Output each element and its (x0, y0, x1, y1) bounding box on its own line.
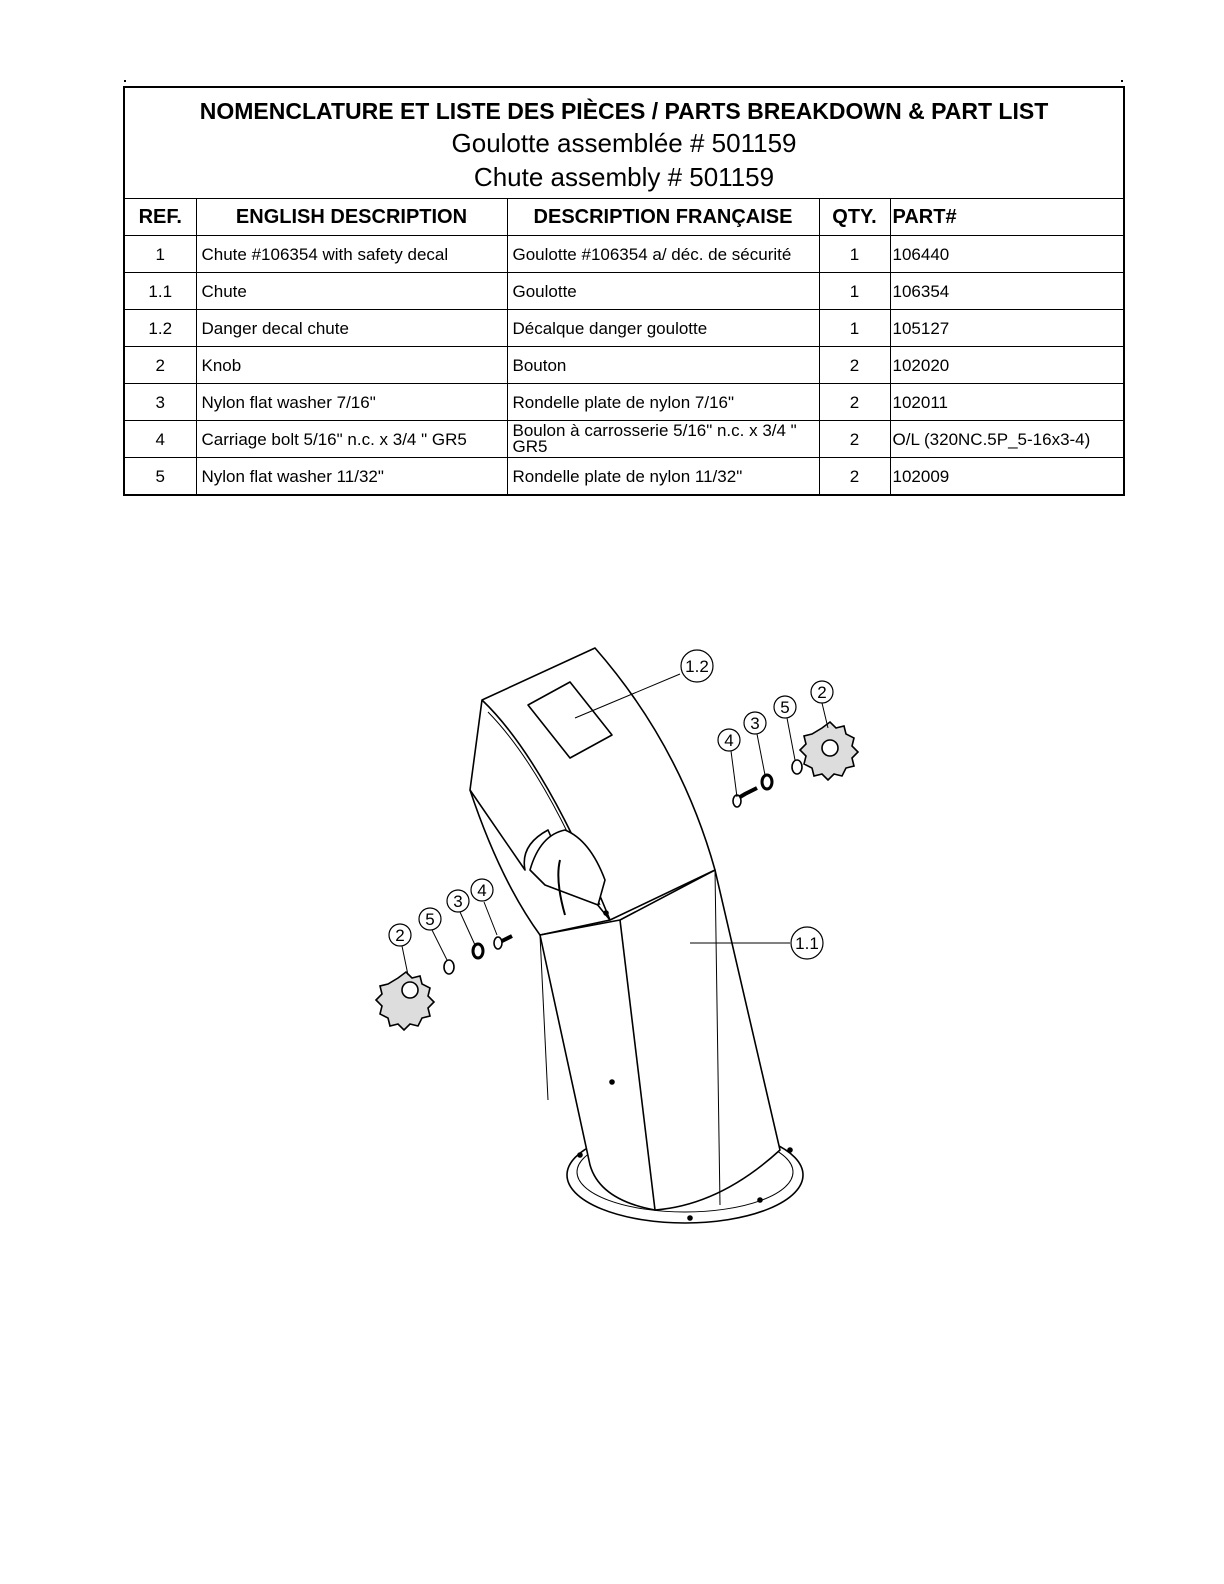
cell-english: Nylon flat washer 11/32" (196, 458, 507, 496)
cell-english: Carriage bolt 5/16" n.c. x 3/4 " GR5 (196, 421, 507, 458)
cell-part: 102009 (890, 458, 1124, 496)
title-block (124, 87, 1124, 199)
cell-french: Décalque danger goulotte (507, 310, 819, 347)
callout-knob-left: 2 (395, 926, 405, 945)
callout-washer-1132-left: 5 (425, 910, 435, 929)
cell-french: Boulon à carrosserie 5/16" n.c. x 3/4 " GR5 (507, 421, 819, 458)
cell-qty: 2 (819, 421, 890, 458)
washer-1132-right (792, 760, 802, 774)
parts-table (123, 86, 1125, 496)
corner-mark-left (124, 80, 126, 82)
cell-ref: 5 (124, 458, 196, 496)
table-row (124, 384, 1124, 421)
knob-left (376, 972, 434, 1030)
cell-qty: 1 (819, 236, 890, 273)
cell-qty: 2 (819, 347, 890, 384)
cell-qty: 2 (819, 458, 890, 496)
cell-english: Chute #106354 with safety decal (196, 236, 507, 273)
cell-french: Rondelle plate de nylon 11/32" (507, 458, 819, 496)
cell-french: Goulotte (507, 273, 819, 310)
cell-qty: 1 (819, 310, 890, 347)
callout-washer-716-right: 3 (750, 714, 760, 733)
subtitle-french: Goulotte assemblée # 501159 (451, 128, 797, 158)
callout-knob-right: 2 (817, 683, 827, 702)
cell-english: Danger decal chute (196, 310, 507, 347)
cell-ref: 2 (124, 347, 196, 384)
subtitle-english: Chute assembly # 501159 (473, 162, 775, 192)
callout-bolt-right: 4 (724, 731, 734, 750)
table-row (124, 347, 1124, 384)
cell-part: O/L (320NC.5P_5-16x3-4) (890, 421, 1124, 458)
washer-1132-left (444, 960, 454, 974)
cell-ref: 1 (124, 236, 196, 273)
table-row (124, 236, 1124, 273)
title-row (124, 87, 1124, 199)
corner-mark-right (1121, 80, 1123, 82)
washer-716-left (473, 944, 483, 958)
washer-716-right (762, 775, 772, 789)
callout-chute: 1.1 (795, 934, 819, 953)
table-row (124, 273, 1124, 310)
cell-english: Knob (196, 347, 507, 384)
cell-ref: 3 (124, 384, 196, 421)
header-row (124, 199, 1124, 236)
callout-washer-716-left: 3 (453, 892, 463, 911)
cell-part: 102011 (890, 384, 1124, 421)
cell-french: Bouton (507, 347, 819, 384)
cell-ref: 1.2 (124, 310, 196, 347)
cell-qty: 2 (819, 384, 890, 421)
cell-part: 106354 (890, 273, 1124, 310)
cell-english: Nylon flat washer 7/16" (196, 384, 507, 421)
table-row (124, 310, 1124, 347)
cell-english: Chute (196, 273, 507, 310)
cell-part: 106440 (890, 236, 1124, 273)
table-row (124, 458, 1124, 496)
col-header-part: PART# (890, 199, 1124, 236)
callout-washer-1132-right: 5 (780, 698, 790, 717)
callout-bolt-left: 4 (477, 881, 487, 900)
cell-french: Goulotte #106354 a/ déc. de sécurité (507, 236, 819, 273)
callout-decal: 1.2 (685, 657, 709, 676)
col-header-qty: QTY. (819, 199, 890, 236)
cell-part: 102020 (890, 347, 1124, 384)
col-header-english: ENGLISH DESCRIPTION (196, 199, 507, 236)
col-header-french: DESCRIPTION FRANÇAISE (507, 199, 819, 236)
cell-ref: 1.1 (124, 273, 196, 310)
exploded-view-drawing (0, 560, 1224, 1280)
cell-ref: 4 (124, 421, 196, 458)
table-row (124, 421, 1124, 458)
cell-french: Rondelle plate de nylon 7/16" (507, 384, 819, 421)
cell-qty: 1 (819, 273, 890, 310)
col-header-ref: REF. (124, 199, 196, 236)
cell-part: 105127 (890, 310, 1124, 347)
document-title: NOMENCLATURE ET LISTE DES PIÈCES / PARTS BREAKDOWN & PART LIST (199, 98, 1049, 124)
